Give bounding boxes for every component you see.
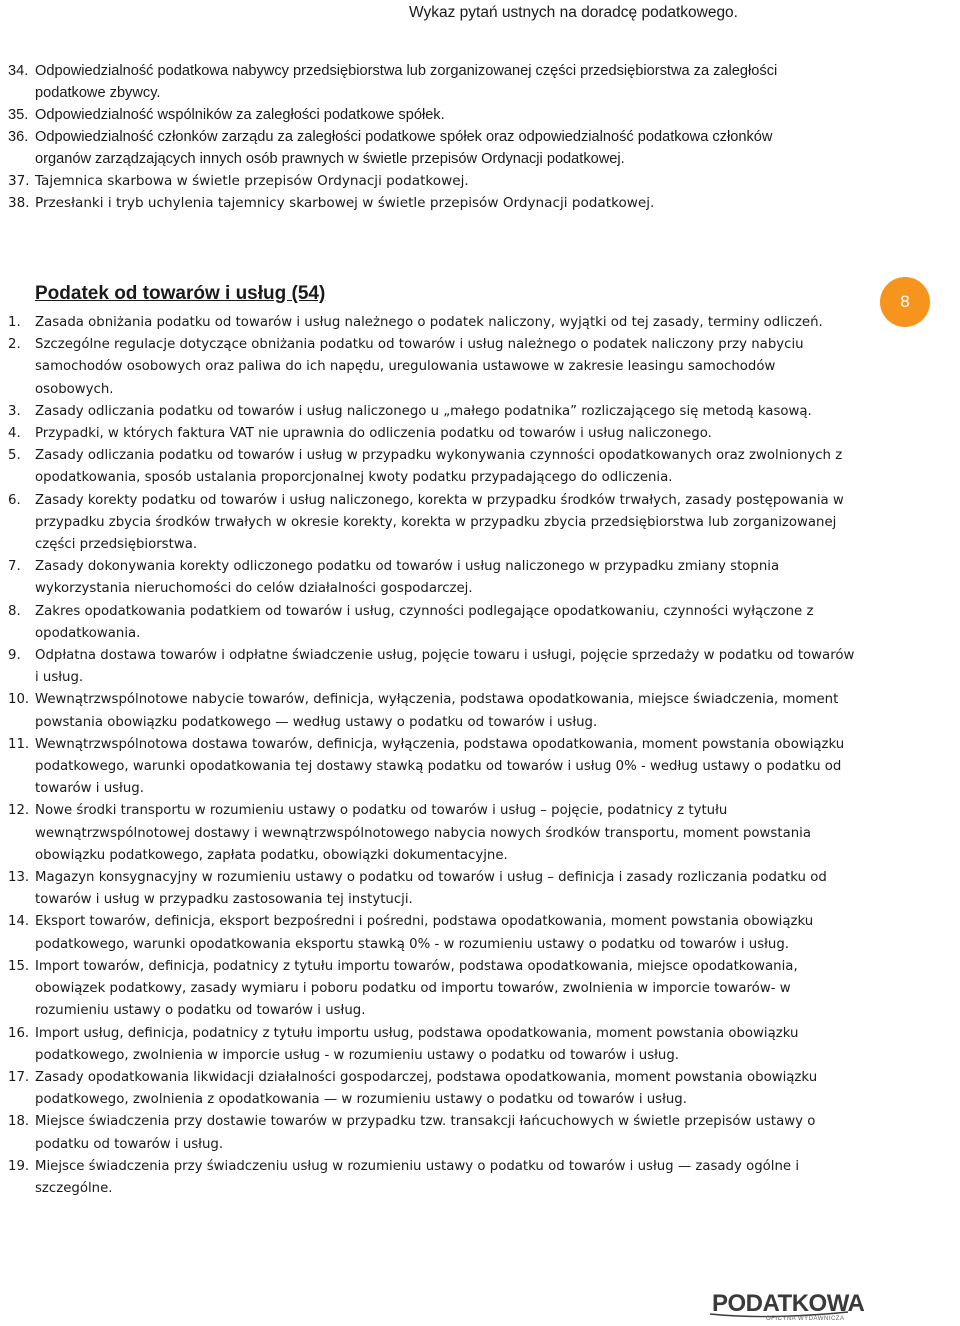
- list-item: [0, 800, 858, 867]
- item-text: Miejsce świadczenia przy dostawie towarów w przypadku tzw. transakcji łańcuchowych w świetle przepisów ustawy o podatku od towarów i usług.: [35, 1114, 816, 1152]
- item-number: 3.: [8, 403, 21, 419]
- list-item: [0, 1111, 858, 1155]
- list-item: [0, 312, 858, 334]
- item-number: 16.: [8, 1025, 30, 1041]
- list-item: [0, 1067, 858, 1111]
- list-item: [0, 60, 830, 104]
- item-number: 13.: [8, 870, 30, 886]
- list-item: [0, 911, 858, 955]
- list-item: [0, 556, 858, 600]
- item-text: Magazyn konsygnacyjny w rozumieniu ustawy o podatku od towarów i usług – definicja i zasady rozliczania podatku od towarów i usług w przypadku zastosowania tej instytucji.: [35, 870, 827, 908]
- item-number: 35.: [8, 107, 29, 123]
- item-number: 2.: [8, 337, 21, 353]
- list-item: [0, 192, 830, 214]
- list-item: [0, 490, 858, 557]
- item-text: Zakres opodatkowania podatkiem od towarów i usług, czynności podlegające opodatkowaniu, czynności wyłączone z opodatkowania.: [35, 603, 814, 641]
- item-number: 4.: [8, 426, 21, 442]
- list-item: [0, 1156, 858, 1200]
- list-item: [0, 401, 858, 423]
- document-header-title: Wykaz pytań ustnych na doradcę podatkowego.: [408, 4, 738, 21]
- item-number: 17.: [8, 1069, 30, 1085]
- continued-question-list: [0, 60, 830, 214]
- item-number: 7.: [8, 559, 21, 575]
- item-number: 19.: [8, 1158, 30, 1174]
- section-heading: Podatek od towarów i usług (54): [35, 283, 326, 304]
- item-text: Nowe środki transportu w rozumieniu ustawy o podatku od towarów i usług – pojęcie, podatnicy z tytułu wewnątrzwspólnotowej dostawy i wewnątrzwspólnotowego nabycia nowych środków transportu, moment powstania obowiązku podatkowego, zapłata podatku, obowiązki dokumentacyjne.: [35, 803, 811, 863]
- publisher-logo: [708, 1290, 865, 1322]
- item-number: 12.: [8, 803, 30, 819]
- item-number: 18.: [8, 1114, 30, 1130]
- list-item: [0, 1023, 858, 1067]
- list-item: [0, 956, 858, 1023]
- list-item: [0, 645, 858, 689]
- item-number: 38.: [8, 195, 30, 211]
- item-number: 34.: [8, 63, 29, 79]
- item-number: 36.: [8, 129, 29, 145]
- item-number: 5.: [8, 448, 21, 464]
- list-item: [0, 601, 858, 645]
- list-item: [0, 126, 830, 170]
- item-text: Przesłanki i tryb uchylenia tajemnicy skarbowej w świetle przepisów Ordynacji podatkowej.: [35, 195, 655, 211]
- item-number: 8.: [8, 603, 21, 619]
- item-number: 15.: [8, 958, 30, 974]
- item-text: Odpowiedzialność wspólników za zaległości podatkowe spółek.: [35, 107, 445, 123]
- list-item: [0, 423, 858, 445]
- list-item: [0, 170, 830, 192]
- item-text: Zasady odliczania podatku od towarów i usług naliczonego u „małego podatnika” rozliczającego się metodą kasową.: [35, 403, 812, 419]
- item-text: Zasady odliczania podatku od towarów i usług w przypadku wykonywania czynności opodatkowanych oraz zwolnionych z opodatkowania, sposób ustalania proporcjonalnej kwoty podatku przypadającego do odliczenia.: [35, 448, 843, 486]
- item-text: Wewnątrzwspólnotowa dostawa towarów, definicja, wyłączenia, podstawa opodatkowania, moment powstania obowiązku podatkowego, warunki opodatkowania tej dostawy stawką podatku od towarów i usług 0% - według ustawy o podatku od towarów i usług.: [35, 736, 845, 797]
- list-item: [0, 867, 858, 911]
- item-number: 37.: [8, 173, 30, 189]
- item-text: Wewnątrzwspólnotowe nabycie towarów, definicja, wyłączenia, podstawa opodatkowania, miejsce świadczenia, moment powstania obowiązku podatkowego — według ustawy o podatku od towarów i usług.: [35, 692, 839, 730]
- item-text: Odpowiedzialność podatkowa nabywcy przedsiębiorstwa lub zorganizowanej części przedsiębiorstwa za zaległości podatkowe zbywcy.: [35, 63, 778, 101]
- item-text: Przypadki, w których faktura VAT nie uprawnia do odliczenia podatku od towarów i usług naliczonego.: [35, 426, 712, 442]
- logo-wordmark: PODATKOWA: [712, 1290, 865, 1317]
- item-text: Eksport towarów, definicja, eksport bezpośredni i pośredni, podstawa opodatkowania, moment powstania obowiązku podatkowego, warunki opodatkowania eksportu stawką 0% - w rozumieniu ustawy o podatku od towarów i usług.: [35, 914, 814, 952]
- item-text: Szczególne regulacje dotyczące obniżania podatku od towarów i usług należnego o podatek naliczony przy nabyciu samochodów osobowych oraz paliwa do ich napędu, uregulowania ustawowe w zakresie leasingu samochodów osobowych.: [35, 337, 804, 397]
- item-number: 6.: [8, 492, 21, 508]
- item-text: Zasady korekty podatku od towarów i usług naliczonego, korekta w przypadku środków trwałych, zasady postępowania w przypadku zbycia środków trwałych w okresie korekty, korekta w przypadku zbycia przedsiębiorstwa lub zorganizowanej części przedsiębiorstwa.: [35, 492, 844, 553]
- list-item: [0, 104, 830, 126]
- list-item: [0, 734, 858, 801]
- item-number: 11.: [8, 736, 30, 752]
- list-item: [0, 445, 858, 489]
- logo-tagline: OFICYNA WYDAWNICZA: [766, 1316, 845, 1322]
- item-text: Import towarów, definicja, podatnicy z tytułu importu towarów, podstawa opodatkowania, miejsce opodatkowania, obowiązek podatkowy, zasady wymiaru i poboru podatku od importu towarów, zwolnienia w imporcie towarów- w rozumieniu ustawy o podatku od towarów i usług.: [35, 958, 798, 1019]
- item-number: 1.: [8, 315, 21, 330]
- item-text: Miejsce świadczenia przy świadczeniu usług w rozumieniu ustawy o podatku od towarów i usług — zasady ogólne i szczególne.: [35, 1158, 800, 1196]
- item-number: 14.: [8, 914, 30, 930]
- list-item: [0, 689, 858, 733]
- item-text: Odpłatna dostawa towarów i odpłatne świadczenie usług, pojęcie towaru i usługi, pojęcie sprzedaży w podatku od towarów i usług.: [35, 648, 855, 686]
- item-text: Import usług, definicja, podatnicy z tytułu importu usług, podstawa opodatkowania, moment powstania obowiązku podatkowego, zwolnienia w imporcie usług - w rozumieniu ustawy o podatku od towarów i usług.: [35, 1025, 799, 1063]
- item-text: Odpowiedzialność członków zarządu za zaległości podatkowe spółek oraz odpowiedzialność podatkowa członków organów zarządzających innych osób prawnych w świetle przepisów Ordynacji podatkowej.: [35, 129, 773, 167]
- item-number: 10.: [8, 692, 30, 708]
- vat-question-list: [0, 312, 858, 1200]
- page-number-badge: 8: [880, 277, 930, 327]
- item-text: Tajemnica skarbowa w świetle przepisów Ordynacji podatkowej.: [35, 173, 469, 189]
- item-number: 9.: [8, 648, 21, 664]
- item-text: Zasady opodatkowania likwidacji działalności gospodarczej, podstawa opodatkowania, moment powstania obowiązku podatkowego, zwolnienia z opodatkowania — w rozumieniu ustawy o podatku od towarów i usług.: [35, 1069, 818, 1108]
- item-text: Zasada obniżania podatku od towarów i usług należnego o podatek naliczony, wyjątki od tej zasady, terminy odliczeń.: [35, 315, 823, 330]
- list-item: [0, 334, 858, 401]
- item-text: Zasady dokonywania korekty odliczonego podatku od towarów i usług naliczonego w przypadku zmiany stopnia wykorzystania nieruchomości do celów działalności gospodarczej.: [35, 559, 780, 597]
